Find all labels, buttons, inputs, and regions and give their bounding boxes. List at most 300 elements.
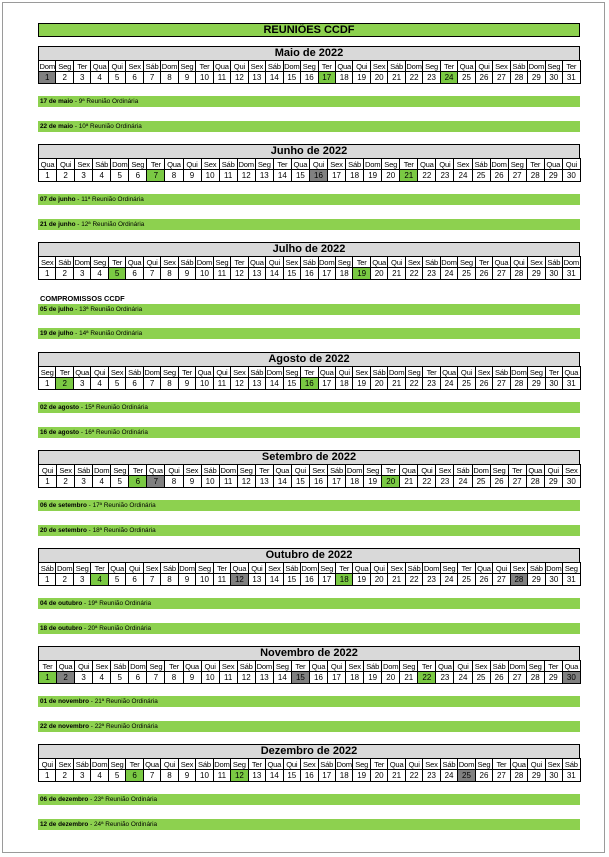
weekday-cell: Qui [405, 759, 422, 770]
day-cell: 22 [405, 574, 422, 586]
weekday-cell: Ter [291, 661, 309, 672]
day-cell: 9 [183, 170, 201, 182]
weekday-cell: Seg [545, 61, 562, 72]
day-cell: 21 [388, 72, 405, 84]
weekday-cell: Qua [291, 159, 309, 170]
weekday-cell: Ter [508, 465, 526, 476]
day-cell: 26 [475, 268, 492, 280]
day-cell: 19 [364, 170, 382, 182]
weekday-cell: Qua [183, 661, 201, 672]
day-cell: 31 [563, 72, 580, 84]
day-cell: 15 [291, 476, 309, 488]
weekday-cell: Ter [248, 759, 265, 770]
day-cell: 30 [562, 672, 580, 684]
weekday-cell: Sáb [248, 367, 265, 378]
day-cell: 8 [161, 378, 178, 390]
weekday-cell: Qui [335, 367, 352, 378]
day-cell: 12 [231, 378, 248, 390]
day-cell: 25 [458, 574, 475, 586]
weekday-cell: Qua [309, 661, 327, 672]
weekday-cell: Dom [563, 257, 580, 267]
weekday-cell: Qui [353, 61, 370, 72]
day-cell: 5 [111, 170, 129, 182]
weekday-cell: Seg [56, 61, 73, 72]
day-cell: 28 [510, 72, 527, 84]
day-cell: 24 [440, 378, 457, 390]
day-cell: 23 [423, 268, 440, 280]
weekday-cell: Qui [475, 61, 492, 72]
day-cell: 29 [528, 72, 545, 84]
meeting-date: 22 de novembro [40, 723, 90, 730]
weekday-cell: Dom [256, 661, 272, 671]
day-cell: 2 [56, 378, 73, 390]
weekday-cell: Seg [39, 367, 56, 378]
weekday-cell: Sex [75, 159, 93, 170]
weekday-cell: Sáb [126, 367, 143, 378]
weekday-cell: Seg [490, 465, 508, 476]
weekday-cell: Seg [353, 759, 370, 770]
weekday-cell: Sex [309, 465, 327, 476]
day-cell: 15 [283, 574, 300, 586]
weekday-cell: Ter [91, 563, 108, 574]
meeting-date: 04 de outubro [40, 600, 83, 607]
weekday-cell: Sáb [73, 759, 90, 770]
month-calendar [38, 46, 580, 84]
day-cell: 18 [346, 170, 364, 182]
meeting-bar [38, 194, 580, 205]
weekday-cell: Sáb [161, 563, 178, 574]
day-cell: 14 [273, 476, 291, 488]
day-cell: 13 [248, 378, 265, 390]
meeting-description: - 17ª Reunião Ordinária [86, 502, 156, 509]
day-cell: 21 [388, 770, 405, 782]
day-cell: 18 [335, 770, 352, 782]
weekday-cell: Ter [335, 563, 352, 574]
day-cell: 6 [129, 476, 147, 488]
day-cell: 29 [544, 476, 562, 488]
weekday-cell: Dom [91, 759, 108, 769]
day-cell: 21 [400, 476, 418, 488]
day-cell: 18 [335, 72, 352, 84]
day-cell: 21 [400, 170, 418, 182]
weekday-cell: Dom [383, 661, 399, 671]
weekday-cell: Qui [91, 367, 108, 378]
day-cell: 23 [436, 476, 454, 488]
day-cell: 30 [545, 574, 562, 586]
weekday-cell: Sex [510, 563, 527, 574]
day-cell: 20 [370, 378, 387, 390]
day-cell: 20 [370, 268, 387, 280]
day-cell: 26 [475, 574, 492, 586]
weekday-cell: Dom [441, 257, 457, 267]
day-cell: 26 [475, 378, 492, 390]
day-cell: 20 [370, 770, 387, 782]
month-title: Outubro de 2022 [38, 548, 580, 562]
weekday-cell: Ter [475, 257, 492, 268]
weekday-cell: Qui [493, 563, 510, 574]
day-cell: 6 [126, 72, 143, 84]
weekday-cell: Seg [405, 367, 422, 378]
weekday-cell: Ter [147, 159, 165, 170]
day-cell: 30 [545, 72, 562, 84]
day-cell: 7 [143, 378, 160, 390]
day-cell: 28 [510, 770, 527, 782]
weekday-cell: Dom [336, 759, 352, 769]
day-cell: 17 [318, 574, 335, 586]
day-cell: 22 [405, 72, 422, 84]
weekday-cell: Dom [346, 465, 363, 475]
month-grid [38, 256, 581, 280]
month-title: Julho de 2022 [38, 242, 580, 256]
day-cell: 25 [458, 268, 475, 280]
day-cell: 26 [475, 770, 492, 782]
weekday-cell: Sex [405, 257, 422, 268]
weekday-cell: Qui [510, 257, 527, 268]
month-grid [38, 758, 581, 782]
day-cell: 14 [266, 378, 283, 390]
weekday-cell: Qua [249, 257, 264, 267]
weekday-cell: Seg [283, 367, 300, 378]
day-cell: 6 [129, 672, 147, 684]
day-cell: 13 [248, 574, 265, 586]
day-cell: 17 [328, 672, 346, 684]
day-cell: 2 [56, 72, 73, 84]
weekday-cell: Ter [545, 367, 562, 378]
weekday-cell: Qui [248, 563, 265, 574]
weekday-cell: Qui [458, 367, 475, 378]
day-cell: 19 [353, 72, 370, 84]
day-cell: 27 [493, 770, 510, 782]
weekday-cell: Dom [39, 61, 55, 71]
weekday-cell: Qua [512, 759, 526, 769]
weekday-cell: Qui [418, 465, 436, 476]
meeting-bar [38, 500, 580, 511]
meeting-bar [38, 121, 580, 132]
meeting-description: - 19ª Reunião Ordinária [82, 600, 152, 607]
meeting-description: - 13ª Reunião Ordinária [73, 306, 143, 313]
weekday-cell: Dom [511, 367, 527, 377]
day-cell: 4 [93, 672, 111, 684]
weekday-cell: Sáb [196, 759, 213, 770]
day-cell: 10 [201, 672, 219, 684]
month-calendar [38, 144, 580, 182]
day-cell: 18 [335, 574, 352, 586]
day-cell: 3 [73, 378, 90, 390]
month-title: Junho de 2022 [38, 144, 580, 158]
meeting-description: - 20ª Reunião Ordinária [82, 625, 152, 632]
day-cell: 10 [201, 170, 219, 182]
day-cell: 1 [39, 672, 57, 684]
day-cell: 5 [108, 268, 125, 280]
day-cell: 4 [93, 170, 111, 182]
day-cell: 9 [178, 770, 195, 782]
day-cell: 29 [528, 378, 545, 390]
day-cell: 25 [458, 72, 475, 84]
weekday-cell: Sáb [111, 661, 129, 672]
weekday-cell: Seg [423, 61, 440, 72]
weekday-cell: Qui [143, 257, 160, 268]
weekday-cell: Sáb [370, 367, 387, 378]
weekday-cell: Qua [477, 563, 491, 573]
day-cell: 8 [161, 72, 178, 84]
weekday-cell: Qua [147, 465, 165, 476]
weekday-cell: Sáb [472, 159, 490, 170]
day-cell: 24 [454, 476, 472, 488]
meeting-description: - 14ª Reunião Ordinária [73, 330, 143, 337]
weekday-cell: Ter [458, 563, 475, 574]
day-cell: 30 [545, 378, 562, 390]
day-cell: 8 [161, 268, 178, 280]
day-cell: 8 [165, 476, 183, 488]
weekday-cell: Dom [196, 257, 213, 267]
weekday-cell: Seg [129, 159, 147, 170]
weekday-cell: Sex [219, 661, 237, 672]
weekday-cell: Qua [39, 159, 57, 170]
day-cell: 24 [440, 770, 457, 782]
day-cell: 1 [39, 170, 57, 182]
day-cell: 8 [161, 574, 178, 586]
day-cell: 29 [528, 268, 545, 280]
weekday-cell: Sex [126, 61, 143, 72]
weekday-cell: Seg [335, 257, 352, 268]
day-cell: 26 [475, 72, 492, 84]
weekday-cell: Sáb [528, 563, 545, 574]
day-cell: 11 [219, 476, 237, 488]
day-cell: 10 [196, 268, 213, 280]
weekday-cell: Seg [273, 661, 291, 672]
weekday-cell: Seg [400, 661, 418, 672]
day-cell: 12 [231, 574, 248, 586]
day-cell: 31 [563, 770, 580, 782]
day-cell: 3 [75, 476, 93, 488]
weekday-cell: Qua [442, 367, 456, 377]
day-cell: 18 [335, 268, 352, 280]
day-cell: 10 [196, 378, 213, 390]
meeting-description: - 12ª Reunião Ordinária [75, 221, 145, 228]
weekday-cell: Seg [231, 759, 248, 770]
day-cell: 22 [405, 378, 422, 390]
weekday-cell: Ter [526, 159, 544, 170]
day-cell: 2 [57, 672, 75, 684]
weekday-cell: Dom [528, 61, 545, 71]
day-cell: 4 [91, 574, 108, 586]
meeting-description: - 9ª Reunião Ordinária [73, 98, 139, 105]
weekday-cell: Sex [493, 61, 510, 72]
weekday-cell: Qui [39, 759, 56, 770]
weekday-cell: Ter [231, 257, 248, 268]
weekday-cell: Sex [562, 465, 580, 476]
day-cell: 16 [309, 476, 327, 488]
day-cell: 11 [219, 170, 237, 182]
day-cell: 5 [111, 672, 129, 684]
weekday-cell: Dom [406, 61, 422, 71]
day-cell: 26 [490, 476, 508, 488]
day-cell: 28 [510, 378, 527, 390]
day-cell: 17 [328, 476, 346, 488]
weekday-cell: Dom [388, 367, 405, 377]
weekday-cell: Dom [266, 367, 283, 377]
weekday-cell: Sex [423, 759, 440, 770]
section-label: COMPROMISSOS CCDF [40, 294, 125, 303]
day-cell: 1 [39, 378, 56, 390]
meeting-bar [38, 96, 580, 107]
day-cell: 24 [454, 672, 472, 684]
day-cell: 30 [562, 170, 580, 182]
day-cell: 13 [248, 268, 265, 280]
weekday-cell: Dom [94, 465, 110, 475]
day-cell: 21 [400, 672, 418, 684]
weekday-cell: Sáb [39, 563, 56, 574]
meeting-description: - 18ª Reunião Ordinária [86, 527, 156, 534]
day-cell: 12 [237, 476, 255, 488]
weekday-cell: Qua [544, 159, 562, 170]
day-cell: 13 [255, 170, 273, 182]
meeting-date: 22 de maio [40, 123, 74, 130]
day-cell: 7 [147, 170, 165, 182]
weekday-cell: Sáb [318, 759, 335, 770]
month-calendar [38, 548, 580, 586]
weekday-cell: Qua [400, 465, 418, 476]
weekday-cell: Qua [372, 257, 387, 267]
weekday-cell: Sáb [56, 257, 73, 268]
weekday-cell: Sex [545, 759, 562, 770]
day-cell: 25 [458, 378, 475, 390]
weekday-cell: Dom [364, 159, 381, 169]
day-cell: 5 [108, 574, 125, 586]
day-cell: 19 [364, 476, 382, 488]
weekday-cell: Sex [475, 367, 492, 378]
weekday-cell: Sáb [143, 61, 160, 72]
day-cell: 10 [201, 476, 219, 488]
weekday-cell: Qui [39, 465, 57, 476]
weekday-cell: Dom [144, 367, 160, 377]
day-cell: 17 [318, 72, 335, 84]
weekday-cell: Ter [129, 465, 147, 476]
meeting-date: 21 de junho [40, 221, 76, 228]
weekday-cell: Qua [75, 367, 90, 377]
weekday-cell: Seg [364, 465, 382, 476]
month-grid [38, 366, 581, 390]
day-cell: 12 [231, 268, 248, 280]
day-cell: 13 [248, 72, 265, 84]
day-cell: 27 [508, 672, 526, 684]
day-cell: 1 [39, 268, 56, 280]
weekday-cell: Sáb [490, 661, 508, 672]
day-cell: 19 [364, 672, 382, 684]
day-cell: 30 [545, 268, 562, 280]
weekday-cell: Dom [161, 61, 178, 71]
day-cell: 23 [423, 574, 440, 586]
day-cell: 28 [526, 476, 544, 488]
weekday-cell: Sáb [440, 759, 457, 770]
weekday-cell: Sáb [75, 465, 93, 476]
day-cell: 27 [508, 476, 526, 488]
day-cell: 16 [301, 574, 318, 586]
weekday-cell: Seg [458, 257, 475, 268]
day-cell: 29 [528, 574, 545, 586]
day-cell: 18 [346, 476, 364, 488]
weekday-cell: Seg [255, 159, 273, 170]
day-cell: 13 [255, 672, 273, 684]
day-cell: 12 [231, 72, 248, 84]
weekday-cell: Sáb [283, 563, 300, 574]
day-cell: 29 [544, 170, 562, 182]
weekday-cell: Ter [126, 759, 143, 770]
weekday-cell: Sex [370, 61, 387, 72]
meeting-description: - 16ª Reunião Ordinária [79, 429, 148, 436]
weekday-cell: Sex [346, 661, 364, 672]
day-cell: 24 [440, 268, 457, 280]
weekday-cell: Dom [74, 257, 90, 267]
weekday-cell: Sex [56, 759, 73, 770]
weekday-cell: Qui [562, 159, 580, 170]
meeting-bar [38, 721, 580, 732]
day-cell: 10 [196, 72, 213, 84]
day-cell: 3 [73, 574, 90, 586]
day-cell: 25 [472, 170, 490, 182]
day-cell: 15 [283, 268, 300, 280]
weekday-cell: Qui [283, 759, 300, 770]
weekday-cell: Ter [382, 465, 400, 476]
day-cell: 20 [382, 672, 400, 684]
weekday-cell: Ter [73, 61, 90, 72]
meeting-date: 01 de novembro [40, 698, 90, 705]
day-cell: 25 [458, 770, 475, 782]
day-cell: 17 [328, 170, 346, 182]
weekday-cell: Dom [238, 159, 254, 169]
weekday-cell: Sáb [364, 661, 382, 672]
day-cell: 28 [526, 672, 544, 684]
weekday-cell: Seg [213, 257, 230, 268]
day-cell: 18 [335, 378, 352, 390]
day-cell: 9 [178, 378, 195, 390]
day-cell: 15 [283, 378, 300, 390]
weekday-cell: Ter [196, 61, 213, 72]
weekday-cell: Sex [108, 367, 125, 378]
weekday-cell: Sáb [388, 61, 405, 72]
day-cell: 1 [39, 476, 57, 488]
day-cell: 27 [493, 378, 510, 390]
day-cell: 25 [472, 476, 490, 488]
day-cell: 27 [493, 268, 510, 280]
weekday-cell: Qua [267, 759, 282, 769]
weekday-cell: Qua [165, 159, 183, 170]
month-title: Novembro de 2022 [38, 646, 580, 660]
month-title: Setembro de 2022 [38, 450, 580, 464]
meeting-date: 02 de agosto [40, 404, 80, 411]
weekday-cell: Seg [440, 563, 457, 574]
weekday-cell: Sáb [405, 563, 422, 574]
weekday-cell: Qua [215, 61, 229, 71]
meeting-bar [38, 598, 580, 609]
month-calendar [38, 242, 580, 280]
month-grid [38, 158, 581, 182]
weekday-cell: Seg [563, 563, 580, 574]
meeting-bar [38, 623, 580, 634]
weekday-cell: Dom [301, 563, 317, 573]
meeting-date: 12 de dezembro [40, 821, 89, 828]
weekday-cell: Sex [436, 465, 454, 476]
day-cell: 20 [370, 72, 387, 84]
weekday-cell: Qui [108, 61, 125, 72]
weekday-cell: Ter [39, 661, 57, 672]
weekday-cell: Sex [39, 257, 56, 268]
day-cell: 28 [510, 574, 527, 586]
month-grid [38, 660, 581, 684]
day-cell: 24 [440, 72, 457, 84]
weekday-cell: Qua [337, 61, 352, 71]
weekday-cell: Sáb [266, 61, 283, 72]
